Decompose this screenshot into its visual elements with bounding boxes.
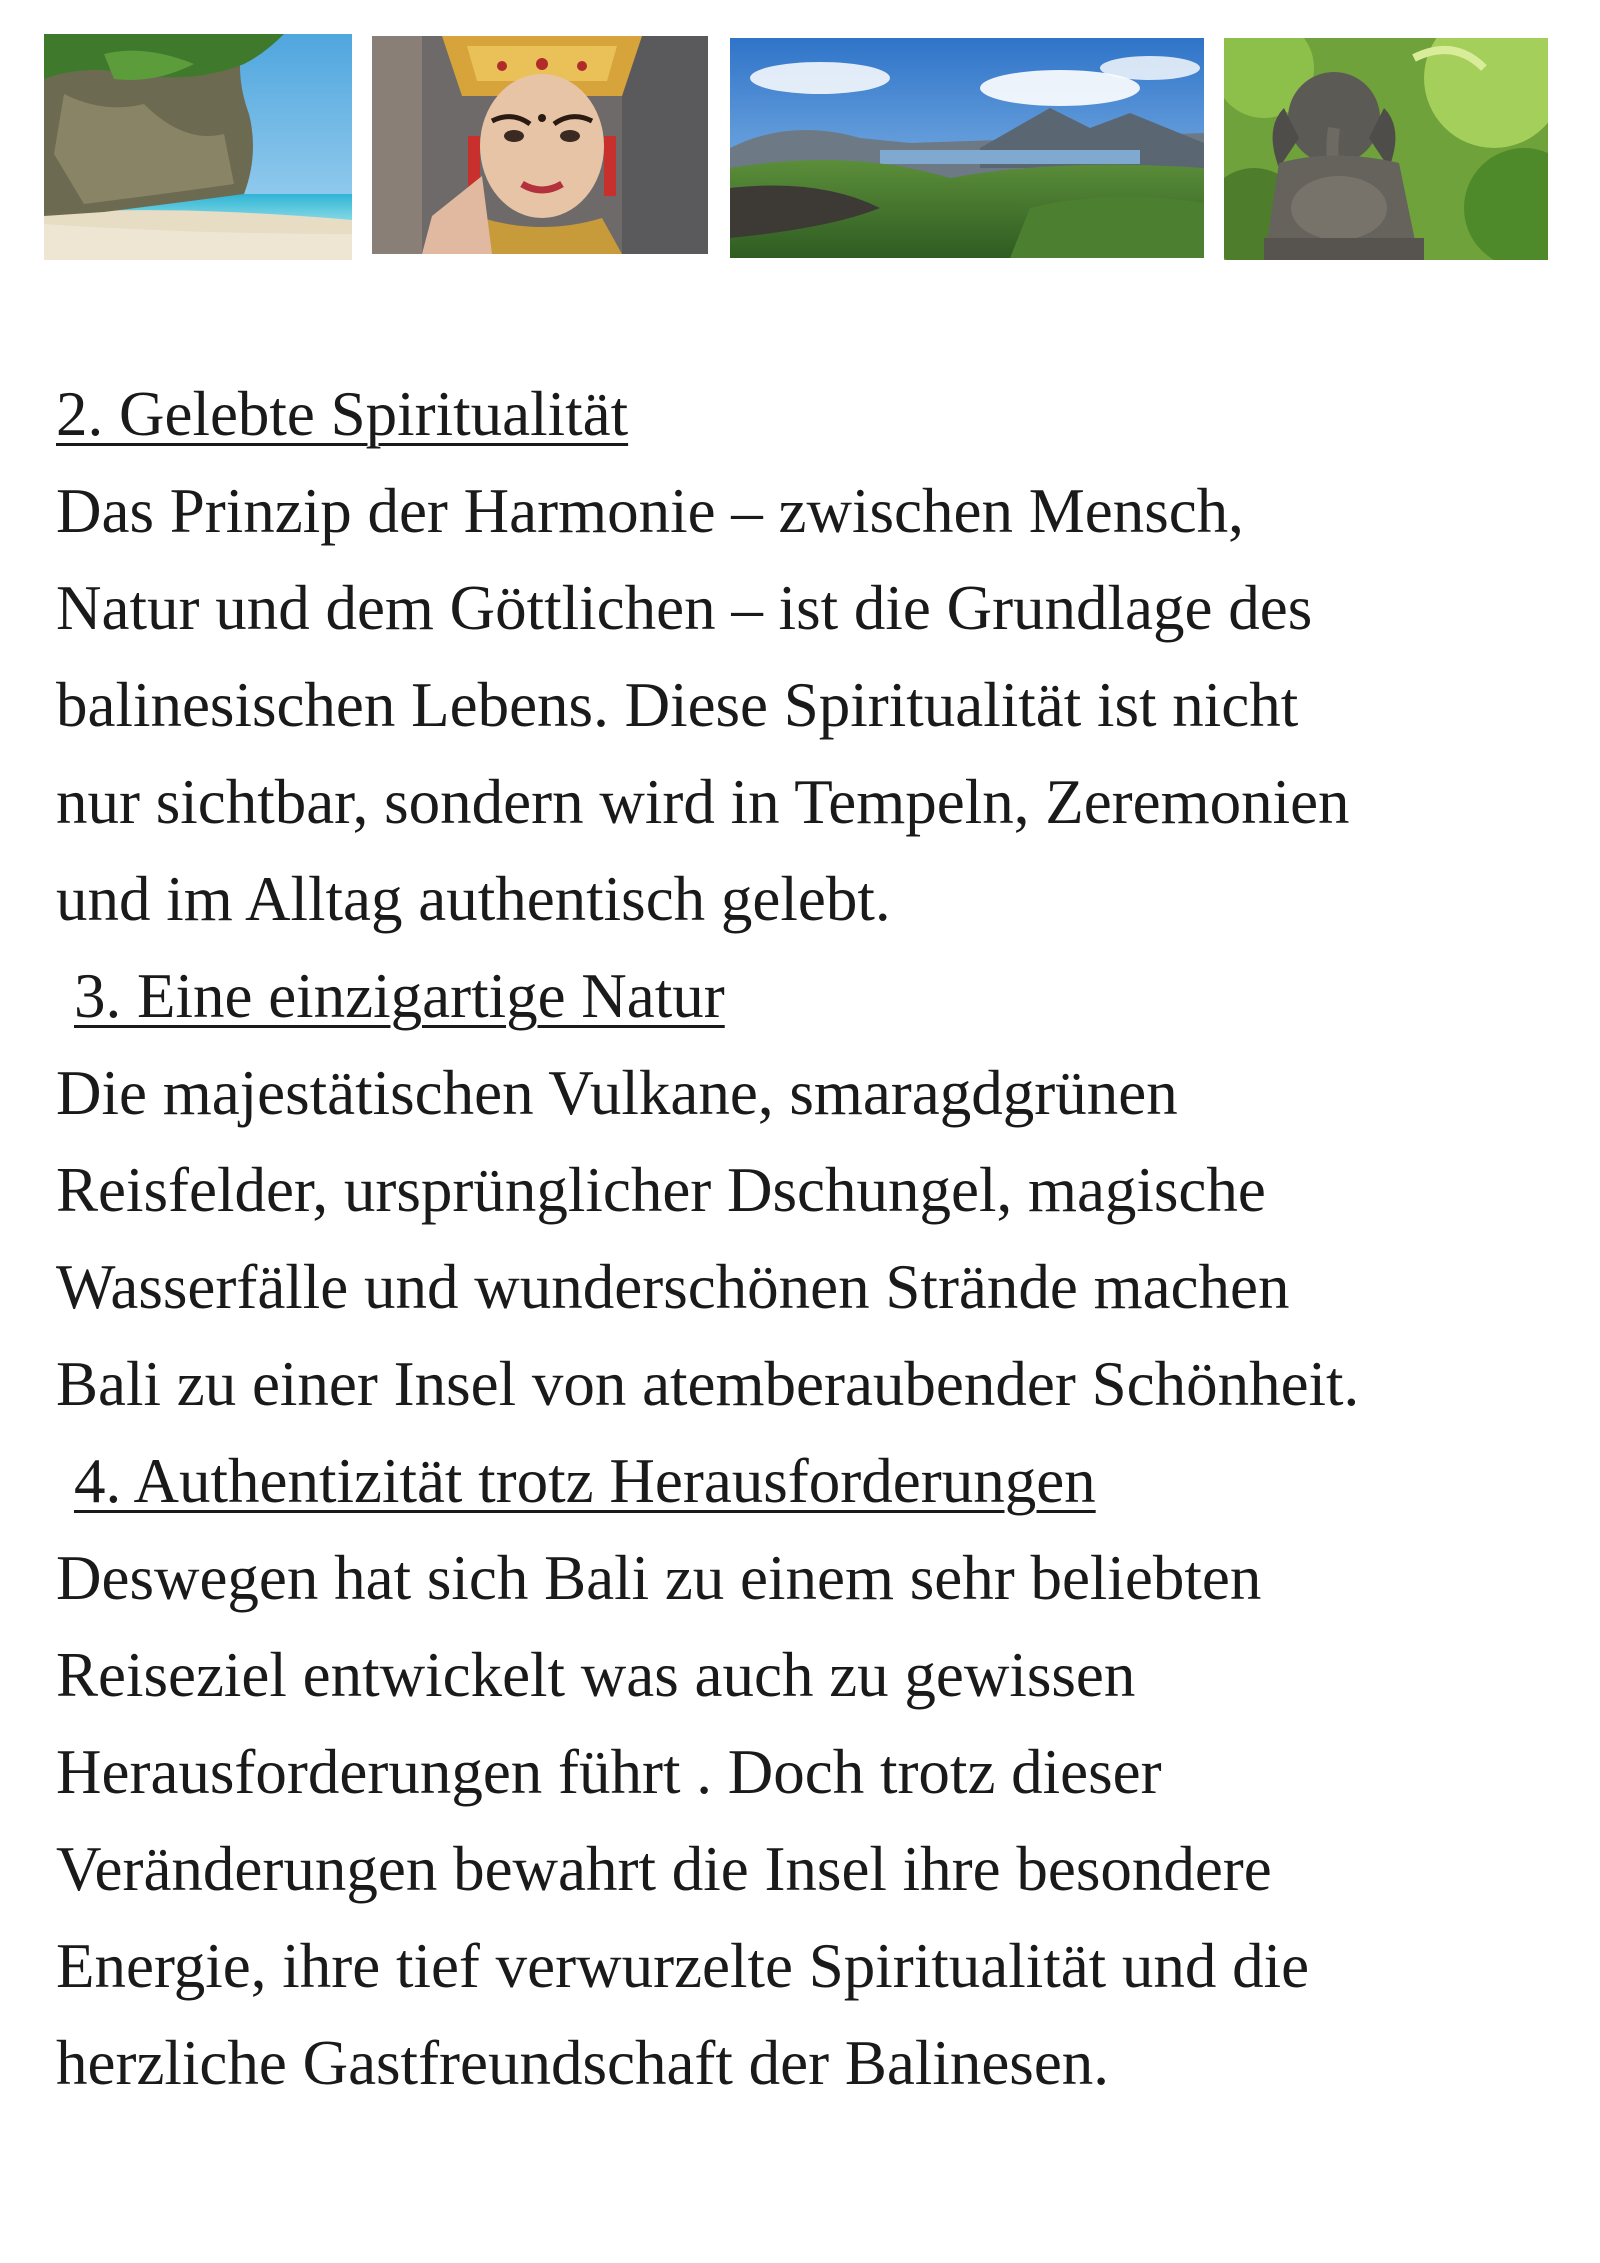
ganesha-statue-photo: [1224, 38, 1548, 260]
section-heading-authenticity-text: 4. Authentizität trotz Herausforderungen: [74, 1446, 1096, 1516]
body-line: Reisfelder, ursprünglicher Dschungel, magische: [56, 1155, 1266, 1225]
volcano-landscape-photo: [730, 38, 1204, 258]
section-heading-nature: [56, 948, 1596, 1045]
body-line: Natur und dem Göttlichen – ist die Grundlage des: [56, 573, 1313, 643]
section-heading-spirituality: 2. Gelebte Spiritualität: [56, 379, 629, 449]
body-line: herzliche Gastfreundschaft der Balinesen.: [56, 2028, 1110, 2098]
body-line: nur sichtbar, sondern wird in Tempeln, Zeremonien: [56, 767, 1350, 837]
beach-photo: [44, 34, 352, 260]
body-line: Wasserfälle und wunderschönen Strände machen: [56, 1252, 1290, 1322]
body-line: Reiseziel entwickelt was auch zu gewissen: [56, 1640, 1136, 1710]
body-line: Das Prinzip der Harmonie – zwischen Mensch,: [56, 476, 1244, 546]
body-line: Energie, ihre tief verwurzelte Spiritualität und die: [56, 1931, 1310, 2001]
photo-strip: [44, 34, 1556, 264]
body-line: Deswegen hat sich Bali zu einem sehr beliebten: [56, 1543, 1262, 1613]
body-line: Herausforderungen führt . Doch trotz dieser: [56, 1737, 1162, 1807]
body-line: und im Alltag authentisch gelebt.: [56, 864, 891, 934]
article-body: [56, 366, 1596, 2112]
body-line: balinesischen Lebens. Diese Spiritualität ist nicht: [56, 670, 1299, 740]
body-line: Veränderungen bewahrt die Insel ihre besondere: [56, 1834, 1272, 1904]
body-line: Bali zu einer Insel von atemberaubender Schönheit.: [56, 1349, 1360, 1419]
section-heading-authenticity: [56, 1433, 1596, 1530]
balinese-dancer-photo: [372, 36, 708, 254]
body-line: Die majestätischen Vulkane, smaragdgrünen: [56, 1058, 1178, 1128]
section-heading-nature-text: 3. Eine einzigartige Natur: [74, 961, 725, 1031]
